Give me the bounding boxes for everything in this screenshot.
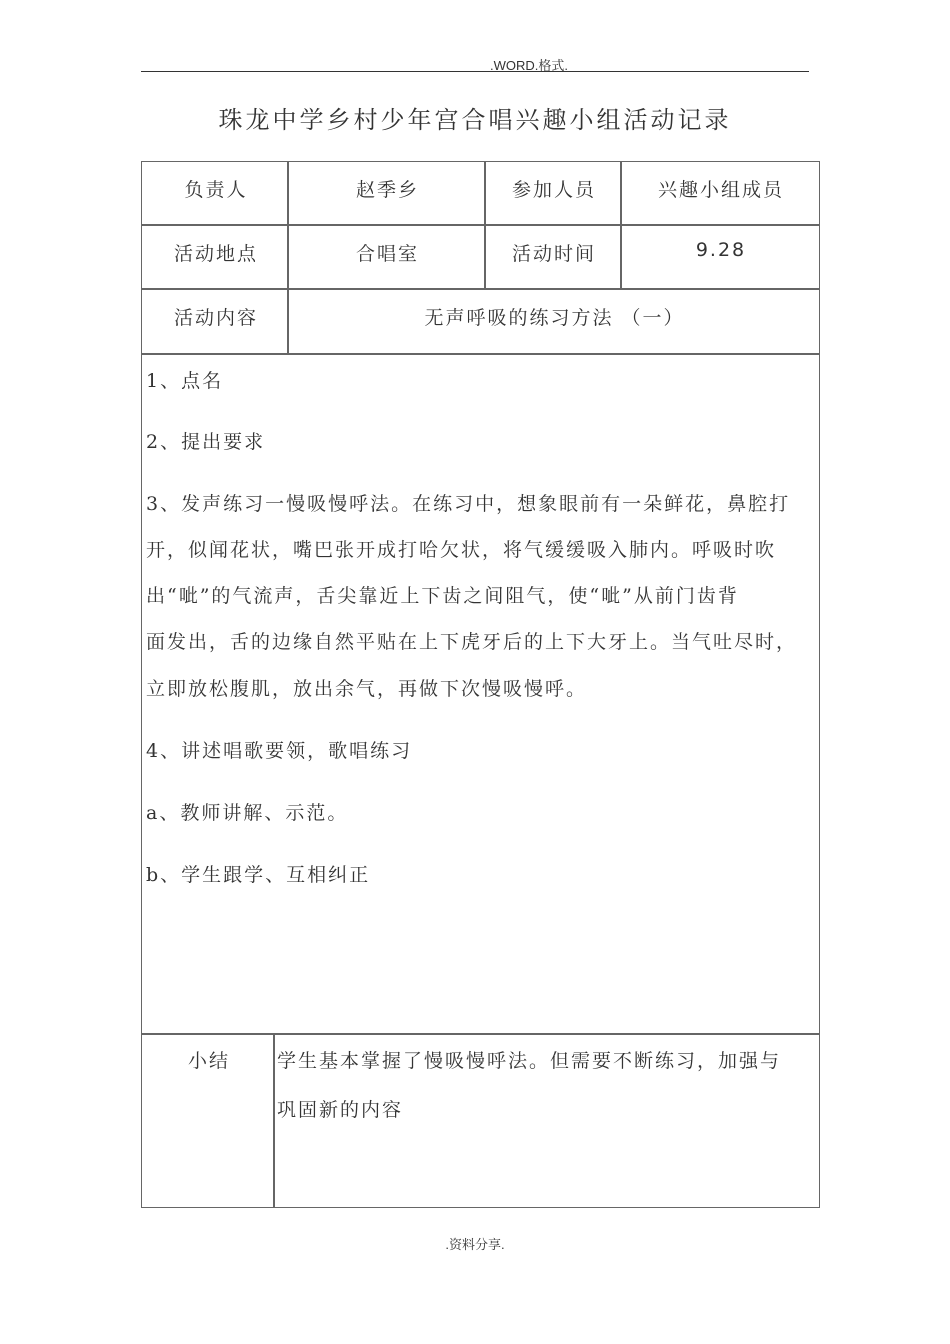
body-line-4: 开，似闻花状，嘴巴张开成打哈欠状，将气缓缓吸入肺内。呼吸时吹 bbox=[146, 539, 777, 561]
body-line-3: 3、发声练习一慢吸慢呼法。在练习中，想象眼前有一朵鲜花，鼻腔打 bbox=[146, 493, 791, 515]
summary-line-1: 学生基本掌握了慢吸慢呼法。但需要不断练习，加强与 bbox=[277, 1050, 782, 1072]
time-label: 活动时间 bbox=[511, 243, 596, 265]
activity-record-table bbox=[141, 161, 820, 1208]
header-rule bbox=[141, 71, 809, 72]
content-value: 无声呼吸的练习方法 （一） bbox=[424, 307, 685, 329]
body-line-6: 面发出，舌的边缘自然平贴在上下虎牙后的上下大牙上。当气吐尽时， bbox=[146, 631, 798, 653]
header-text: .WORD.格式. bbox=[490, 58, 568, 73]
content-label: 活动内容 bbox=[173, 307, 258, 329]
activity-body-cell bbox=[141, 353, 820, 1035]
location-value: 合唱室 bbox=[355, 243, 419, 265]
page-title: 珠龙中学乡村少年宫合唱兴趣小组活动记录 bbox=[218, 106, 732, 134]
body-line-1: 1、点名 bbox=[146, 370, 224, 392]
participants-value: 兴趣小组成员 bbox=[657, 179, 784, 201]
location-value-cell bbox=[287, 224, 486, 290]
content-label-cell bbox=[141, 288, 289, 355]
body-line-9: a、教师讲解、示范。 bbox=[146, 802, 349, 824]
summary-label: 小结 bbox=[187, 1050, 230, 1072]
time-label-cell bbox=[484, 224, 622, 290]
summary-label-cell bbox=[141, 1033, 275, 1208]
location-label-cell bbox=[141, 224, 289, 290]
participants-label-cell bbox=[484, 161, 622, 226]
body-line-7: 立即放松腹肌，放出余气，再做下次慢吸慢呼。 bbox=[146, 678, 588, 700]
participants-value-cell bbox=[620, 161, 820, 226]
leader-value: 赵季乡 bbox=[355, 179, 419, 201]
leader-value-cell bbox=[287, 161, 486, 226]
body-line-10: b、学生跟学、互相纠正 bbox=[146, 864, 371, 886]
time-value-cell bbox=[620, 224, 820, 290]
summary-value-cell bbox=[273, 1033, 820, 1208]
content-value-cell bbox=[287, 288, 820, 355]
body-line-5: 出“呲”的气流声，舌尖靠近上下齿之间阻气，使“呲”从前门齿背 bbox=[146, 585, 739, 607]
body-line-8: 4、讲述唱歌要领，歌唱练习 bbox=[146, 740, 413, 762]
summary-line-2: 巩固新的内容 bbox=[277, 1099, 404, 1121]
body-line-2: 2、提出要求 bbox=[146, 431, 266, 453]
participants-label: 参加人员 bbox=[511, 179, 596, 201]
leader-label: 负责人 bbox=[184, 179, 248, 201]
footer-text: .资料分享. bbox=[445, 1237, 505, 1252]
leader-label-cell bbox=[141, 161, 289, 226]
location-label: 活动地点 bbox=[173, 243, 258, 265]
time-value: 9.28 bbox=[695, 239, 747, 261]
